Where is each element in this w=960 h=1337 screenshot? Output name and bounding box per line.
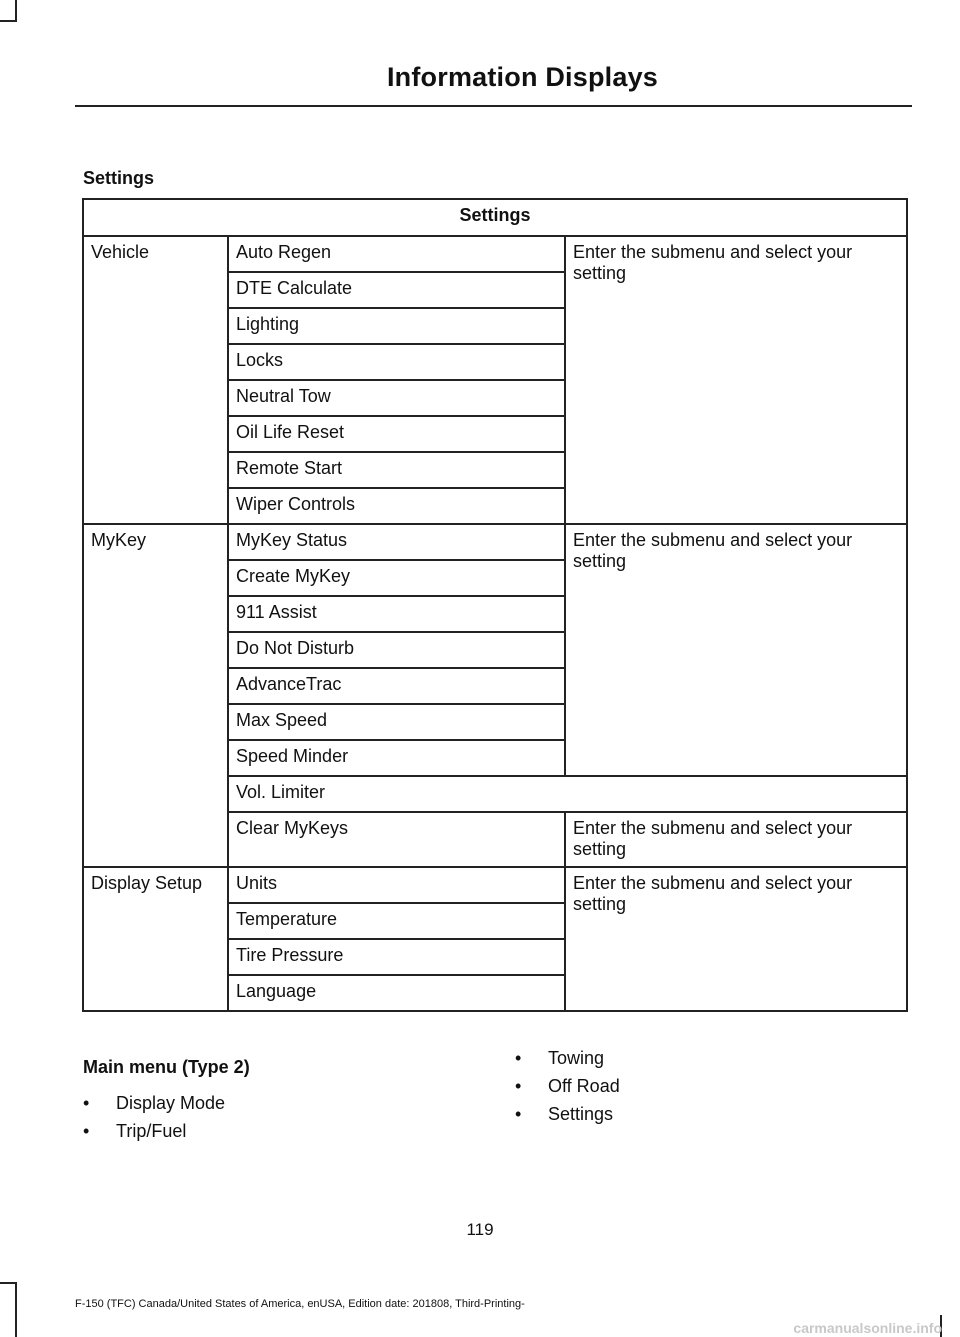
action-cell: Enter the submenu and select your setting: [565, 812, 907, 867]
item-cell: Neutral Tow: [228, 380, 565, 416]
section-heading: Settings: [83, 168, 155, 188]
crop-mark: [0, 1282, 17, 1284]
item-cell: Clear MyKeys: [228, 812, 565, 867]
bullet: •: [515, 1048, 522, 1068]
crop-mark: [15, 1282, 17, 1337]
chapter-title: Information Displays: [386, 62, 658, 92]
item-cell: Speed Minder: [228, 740, 565, 776]
item-cell: Remote Start: [228, 452, 565, 488]
item-cell: DTE Calculate: [228, 272, 565, 308]
list-item: [515, 1102, 620, 1130]
list-item-label: Off Road: [548, 1076, 620, 1096]
item-cell: 911 Assist: [228, 596, 565, 632]
item-cell: Auto Regen: [228, 236, 565, 272]
item-cell: Max Speed: [228, 704, 565, 740]
list-item: [83, 1091, 225, 1119]
list-item-label: Settings: [548, 1104, 614, 1124]
item-cell: AdvanceTrac: [228, 668, 565, 704]
item-cell-full: Vol. Limiter: [228, 776, 907, 812]
item-cell: Tire Pressure: [228, 939, 565, 975]
footer-text: F-150 (TFC) Canada/United States of America, enUSA, Edition date: 201808, Third-Printing-: [75, 1298, 525, 1310]
item-cell: Create MyKey: [228, 560, 565, 596]
page-number: 119: [466, 1220, 494, 1239]
item-cell: Temperature: [228, 903, 565, 939]
crop-mark: [0, 20, 17, 22]
item-cell: Lighting: [228, 308, 565, 344]
bullet: •: [515, 1076, 522, 1096]
item-cell: Oil Life Reset: [228, 416, 565, 452]
table-row: [83, 524, 907, 560]
table-title: Settings: [83, 199, 907, 236]
watermark: carmanualsonline.info: [793, 1320, 942, 1336]
item-cell: Language: [228, 975, 565, 1011]
category-cell: Display Setup: [83, 867, 228, 1011]
list-item: [83, 1119, 225, 1147]
item-cell: Wiper Controls: [228, 488, 565, 524]
list-item-label: Towing: [548, 1048, 605, 1068]
bullet: •: [515, 1104, 522, 1124]
main-menu-list-left: [83, 1091, 225, 1147]
item-cell: Locks: [228, 344, 565, 380]
action-cell: Enter the submenu and select your setting: [565, 867, 907, 1011]
item-cell: MyKey Status: [228, 524, 565, 560]
header-rule: [75, 105, 912, 107]
list-item-label: Trip/Fuel: [116, 1121, 187, 1141]
action-cell: Enter the submenu and select your setting: [565, 236, 907, 524]
settings-table: [82, 198, 908, 1012]
list-item: [515, 1046, 620, 1074]
list-item: [515, 1074, 620, 1102]
bullet: •: [83, 1121, 90, 1141]
table-row: [83, 867, 907, 903]
category-cell: MyKey: [83, 524, 228, 867]
item-cell: Units: [228, 867, 565, 903]
main-menu-list-right: [515, 1046, 620, 1130]
action-cell: Enter the submenu and select your setting: [565, 524, 907, 776]
table-row: [83, 236, 907, 272]
item-cell: Do Not Disturb: [228, 632, 565, 668]
list-item-label: Display Mode: [116, 1093, 226, 1113]
main-menu-heading: Main menu (Type 2): [83, 1057, 250, 1077]
category-cell: Vehicle: [83, 236, 228, 524]
bullet: •: [83, 1093, 90, 1113]
crop-mark: [15, 0, 17, 22]
